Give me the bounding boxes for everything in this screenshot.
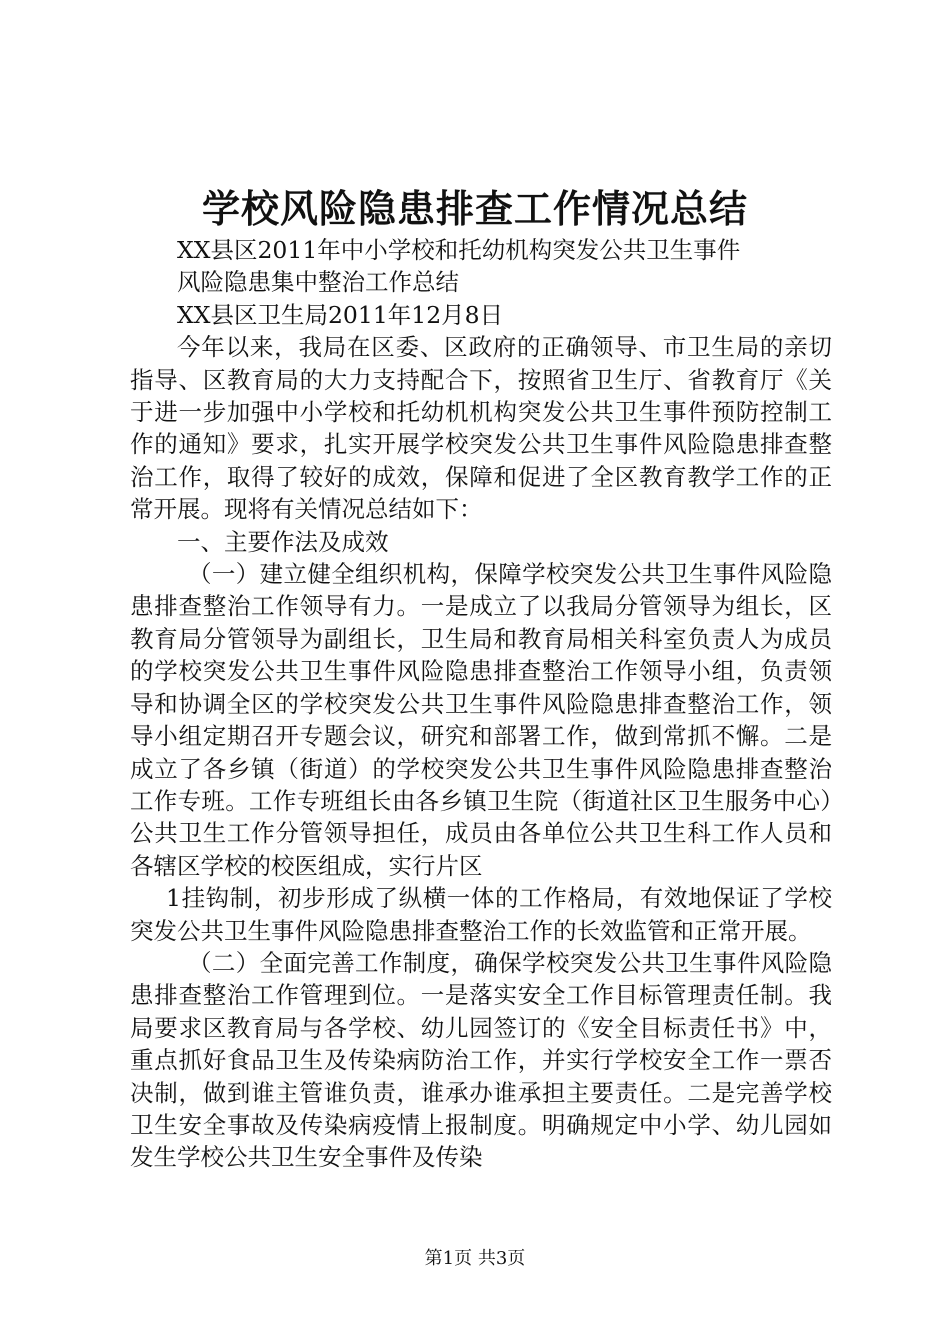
page-footer: 第1页 共3页 — [424, 1248, 526, 1269]
issuer-date: XX县区卫生局2011年12月8日 — [177, 300, 504, 329]
document-title: 学校风险隐患排查工作情况总结 — [201, 186, 748, 231]
paragraph-continuation: 1挂钩制，初步形成了纵横一体的工作格局，有效地保证了学校突发公共卫生事件风险隐患排查整治工作的长效监管和正常开展。 — [130, 884, 832, 945]
subtitle-line-2: 风险隐患集中整治工作总结 — [177, 268, 459, 297]
section-heading: 一、主要作法及成效 — [177, 527, 389, 556]
paragraph-organization: （一）建立健全组织机构，保障学校突发公共卫生事件风险隐患排查整治工作领导有力。一是成立了以我局分管领导为组长，区教育局分管领导为副组长，卫生局和教育局相关科室负责人为成员的学校突发公共卫生事件风险隐患排查整治工作领导小组，负责领导和协调全区的学校突发公共卫生事件风险隐患排查整治工作，领导小组定期召开专题会议，研究和部署工作，做到常抓不懈。二是成立了各乡镇（街道）的学校突发公共卫生事件风险隐患排查整治工作专班。工作专班组长由各乡镇卫生院（街道社区卫生服务中心）公共卫生工作分管领导担任，成员由各单位公共卫生科工作人员和各辖区学校的校医组成，实行片区 — [130, 560, 832, 880]
document-body — [130, 234, 832, 1174]
paragraph-system: （二）全面完善工作制度，确保学校突发公共卫生事件风险隐患排查整治工作管理到位。一是落实安全工作目标管理责任制。我局要求区教育局与各学校、幼儿园签订的《安全目标责任书》中，重点抓好食品卫生及传染病防治工作，并实行学校安全工作一票否决制，做到谁主管谁负责，谁承办谁承担主要责任。二是完善学校卫生安全事故及传染病疫情上报制度。明确规定中小学、幼儿园如发生学校公共卫生安全事件及传染 — [130, 948, 832, 1172]
paragraph-intro: 今年以来，我局在区委、区政府的正确领导、市卫生局的亲切指导、区教育局的大力支持配合下，按照省卫生厅、省教育厅《关于进一步加强中小学校和托幼机机构突发公共卫生事件预防控制工作的通知》要求，扎实开展学校突发公共卫生事件风险隐患排查整治工作，取得了较好的成效，保障和促进了全区教育教学工作的正常开展。现将有关情况总结如下： — [130, 333, 832, 524]
subtitle-line-1: XX县区2011年中小学校和托幼机构突发公共卫生事件 — [177, 236, 741, 264]
